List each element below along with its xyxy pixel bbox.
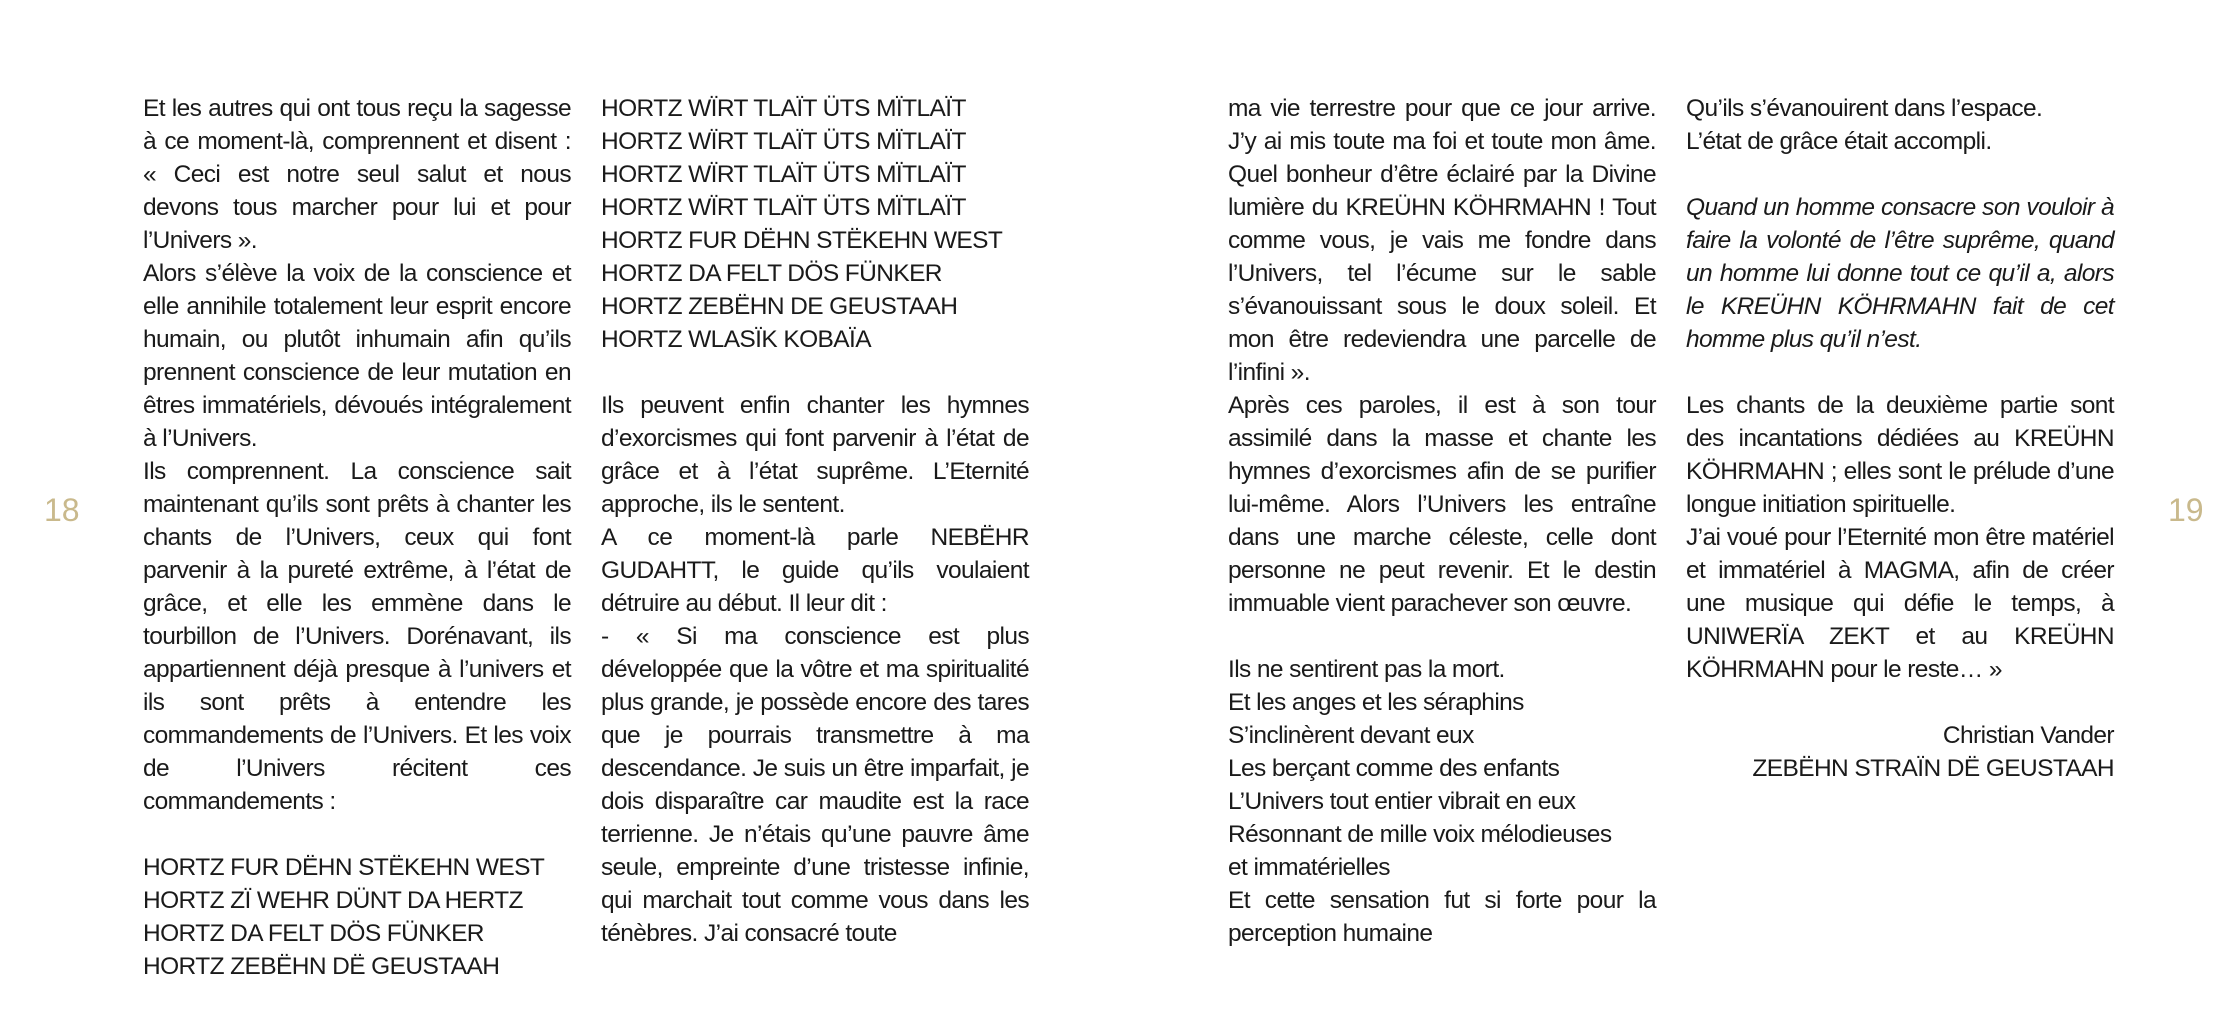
chant-line: HORTZ FUR DËHN STËKEHN WEST [143,854,545,881]
chant-line: HORTZ DA FELT DÖS FÜNKER [143,920,484,947]
text-column-2 [601,92,1029,950]
chant-line: HORTZ WÏRT TLAÏT ÜTS MÏTLAÏT [601,161,966,188]
chant-line: HORTZ ZEBËHN DE GEUSTAAH [601,293,958,320]
paragraph: Et les autres qui ont tous reçu la sagesse à ce moment-là, comprennent et disent : « Ceci est notre seul salut et nous devons tous marcher pour lui et pour l’Univers ». [143,95,571,254]
text-column-3 [1228,92,1656,950]
chant-line: HORTZ WÏRT TLAÏT ÜTS MÏTLAÏT [601,128,966,155]
poem-line: Et cette sensation fut si forte pour la perception humaine [1228,887,1656,947]
paragraph: Ils comprennent. La conscience sait maintenant qu’ils sont prêts à chanter les chants de l’Univers, ceux qui font parvenir à la pureté extrême, à l’état de grâce, et elle les emmène dans le tourbillon de l’Univers. Dorénavant, ils appartiennent déjà presque à l’univers et ils sont prêts à entendre les commandements de l’Univers. Et les voix de l’Univers récitent ces commandements : [143,458,571,815]
signature-name: Christian Vander [1942,722,2114,749]
text-line: Qu’ils s’évanouirent dans l’espace. [1686,95,2043,122]
text-column-4 [1686,92,2114,785]
chant-line: HORTZ WÏRT TLAÏT ÜTS MÏTLAÏT [601,194,966,221]
chant-line: HORTZ DA FELT DÖS FÜNKER [601,260,942,287]
poem-line: et immatérielles [1228,854,1390,881]
poem-line: S’inclinèrent devant eux [1228,722,1474,749]
paragraph: Les chants de la deuxième partie sont des incantations dédiées au KREÜHN KÖHRMAHN ; elles sont le prélude d’une longue initiation spirituelle. [1686,392,2114,518]
paragraph: Alors s’élève la voix de la conscience et elle annihile totalement leur esprit encore humain, ou plutôt inhumain afin qu’ils prennent conscience de leur mutation en êtres immatériels, dévoués intégralement à l’Univers. [143,260,571,452]
poem-line: L’Univers tout entier vibrait en eux [1228,788,1576,815]
poem-line: Les berçant comme des enfants [1228,755,1560,782]
paragraph: A ce moment-là parle NEBËHR GUDAHTT, le guide qu’ils voulaient détruire au début. Il leur dit : [601,524,1029,617]
poem-line: Et les anges et les séraphins [1228,689,1524,716]
paragraph: Ils peuvent enfin chanter les hymnes d’exorcismes qui font parvenir à l’état de grâce et à l’état suprême. L’Eternité approche, ils le sentent. [601,392,1029,518]
chant-line: HORTZ WLASÏK KOBAÏA [601,326,871,353]
page-number-left: 18 [44,492,80,528]
paragraph: - « Si ma conscience est plus développée que la vôtre et ma spiritualité plus grande, je possède encore des tares que je pourrais transmettre à ma descendance. Je suis un être imparfait, je dois disparaître car maudite est la race terrienne. Je n’étais qu’une pauvre âme seule, empreinte d’une tristesse infinie, qui marchait tout comme vous dans les ténèbres. J’ai consacré toute [601,623,1029,947]
poem-line: Ils ne sentirent pas la mort. [1228,656,1505,683]
poem-line: Résonnant de mille voix mélodieuses [1228,821,1612,848]
text-column-1 [143,92,571,983]
chant-line: HORTZ ZÏ WEHR DÜNT DA HERTZ [143,887,523,914]
paragraph: ma vie terrestre pour que ce jour arrive. J’y ai mis toute ma foi et toute mon âme. Quel bonheur d’être éclairé par la Divine lumière du KREÜHN KÖHRMAHN ! Tout comme vous, je vais me fondre dans l’Univers, tel l’écume sur le sable s’évanouissant sous le doux soleil. Et mon être redeviendra une parcelle de l’infini ». [1228,95,1656,386]
paragraph: J’ai voué pour l’Eternité mon être matériel et immatériel à MAGMA, afin de créer une musique qui défie le temps, à UNIWERÏA ZEKT et au KREÜHN KÖHRMAHN pour le reste… » [1686,524,2114,683]
italic-paragraph: Quand un homme consacre son vouloir à faire la volonté de l’être suprême, quand un homme lui donne tout ce qu’il a, alors le KREÜHN KÖHRMAHN fait de cet homme plus qu’il n’est. [1686,194,2114,353]
chant-line: HORTZ FUR DËHN STËKEHN WEST [601,227,1003,254]
text-line: L’état de grâce était accompli. [1686,128,1992,155]
chant-line: HORTZ WÏRT TLAÏT ÜTS MÏTLAÏT [601,95,966,122]
paragraph: Après ces paroles, il est à son tour assimilé dans la masse et chante les hymnes d’exorcismes afin de se purifier lui-même. Alors l’Univers les entraîne dans une marche céleste, celle dont personne ne peut revenir. Et le destin immuable vient parachever son œuvre. [1228,392,1656,617]
chant-line: HORTZ ZEBËHN DË GEUSTAAH [143,953,500,980]
page-number-right: 19 [2168,492,2204,528]
signature-alias: ZEBËHN STRAÏN DË GEUSTAAH [1752,755,2114,782]
